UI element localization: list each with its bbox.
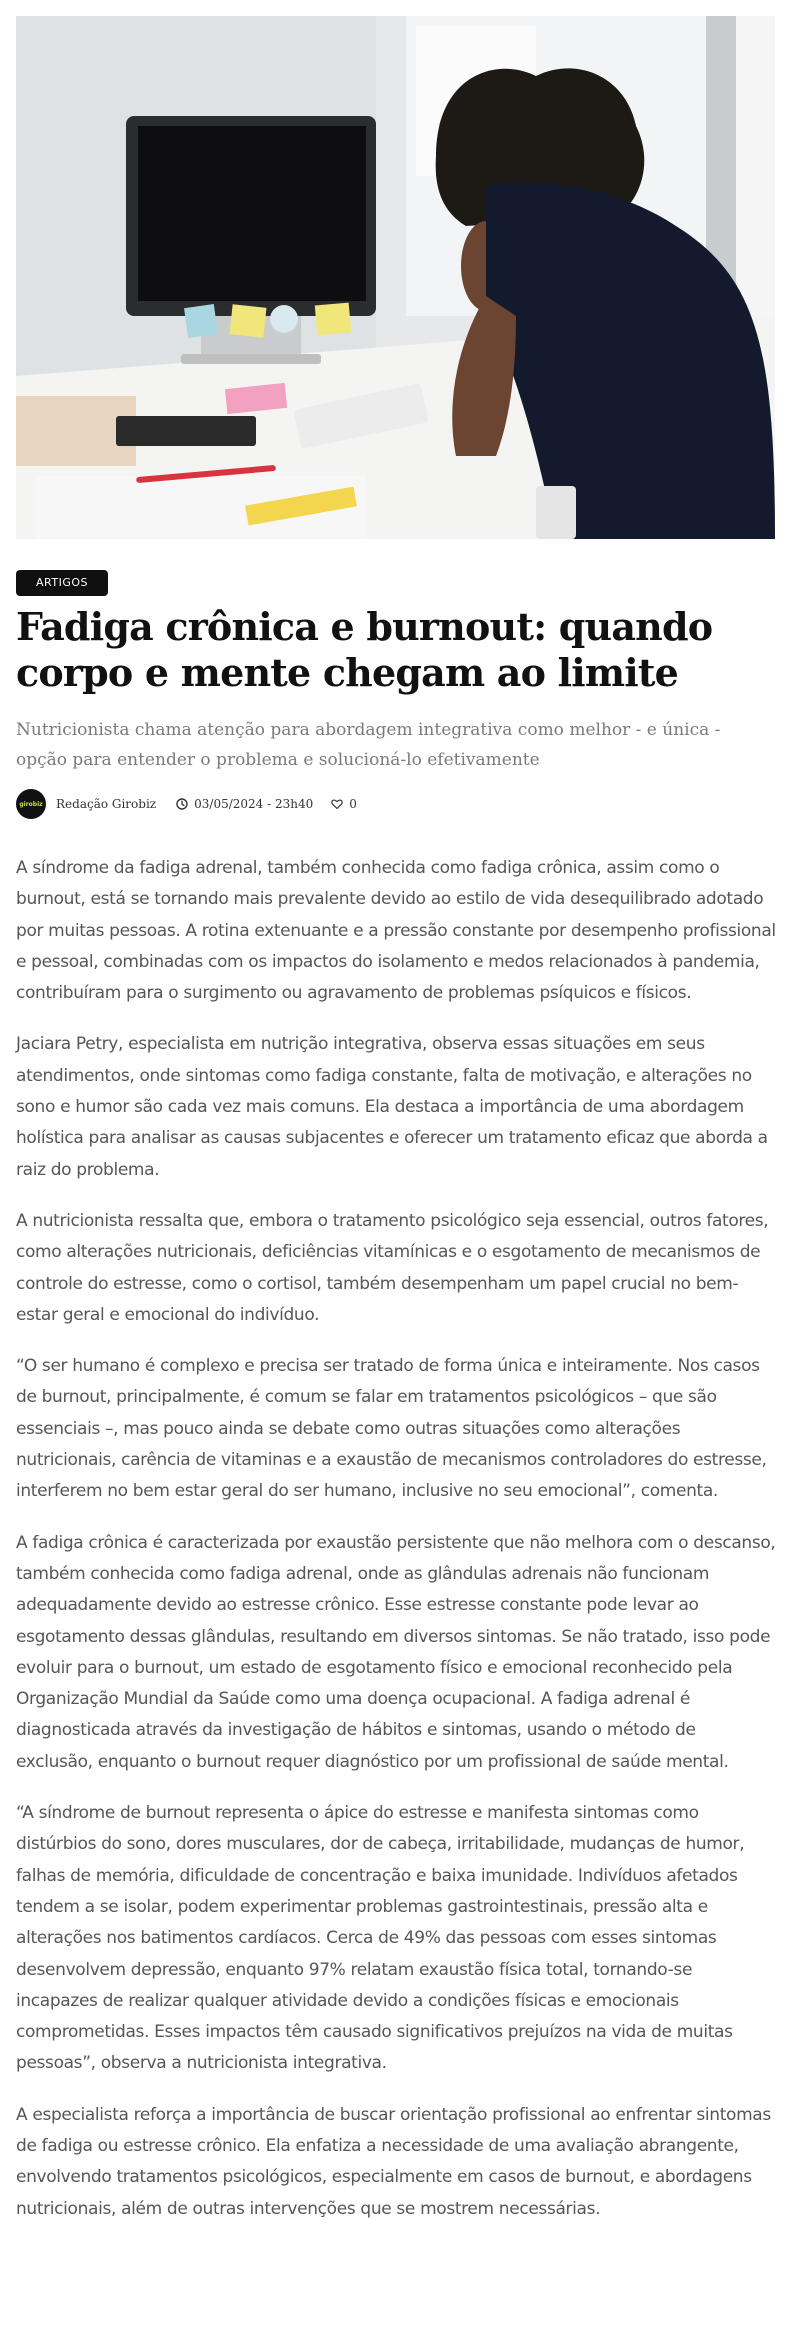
like-count: 0 bbox=[349, 797, 357, 811]
avatar-logo-text: girobiz bbox=[19, 800, 43, 808]
hero-illustration bbox=[16, 16, 775, 539]
article-paragraph: “O ser humano é complexo e precisa ser tratado de forma única e inteiramente. Nos casos de burnout, principalmente, é comum se falar em tratamentos psicológicos – que são essenciais –, mas pouco ainda se debate como outras situações como alterações nutricionais, carência de vitaminas e a exaustão de mecanismos controladores do estresse, interferem no bem estar geral do ser humano, inclusive no seu emocional”, comenta. bbox=[16, 1356, 767, 1502]
article-paragraph: A especialista reforça a importância de buscar orientação profissional ao enfrentar sintomas de fadiga ou estresse crônico. Ela enfatiza a necessidade de uma avaliação abrangente, envolvendo tratamentos psicológicos, especialmente em casos de burnout, e abordagens nutricionais, além de outras intervenções que se mostrem necessárias. bbox=[16, 2104, 771, 2219]
publish-date: 03/05/2024 - 23h40 bbox=[194, 797, 314, 811]
article-meta bbox=[16, 788, 357, 820]
heart-icon[interactable] bbox=[331, 798, 343, 810]
hero-image bbox=[16, 16, 775, 539]
clock-icon bbox=[176, 798, 188, 810]
article-subheadline: Nutricionista chama atenção para abordagem integrativa como melhor - e única - opção para entender o problema e solucioná-lo efetivamente bbox=[16, 720, 721, 770]
category-badge[interactable]: ARTIGOS bbox=[16, 570, 108, 596]
article-headline: Fadiga crônica e burnout: quando corpo e mente chegam ao limite bbox=[16, 604, 713, 695]
article-paragraph: A fadiga crônica é caracterizada por exaustão persistente que não melhora com o descanso, também conhecida como fadiga adrenal, onde as glândulas adrenais não funcionam adequadamente devido ao estresse crônico. Esse estresse constante pode levar ao esgotamento dessas glândulas, resultando em diversos sintomas. Se não tratado, isso pode evoluir para o burnout, um estado de esgotamento físico e emocional reconhecido pela Organização Mundial da Saúde como uma doença ocupacional. A fadiga adrenal é diagnosticada através da investigação de hábitos e sintomas, usando o método de exclusão, enquanto o burnout requer diagnóstico por um profissional de saúde mental. bbox=[16, 1532, 776, 1772]
article-paragraph: “A síndrome de burnout representa o ápice do estresse e manifesta sintomas como distúrbios do sono, dores musculares, dor de cabeça, irritabilidade, mudanças de humor, falhas de memória, dificuldade de concentração e baixa imunidade. Indivíduos afetados tendem a se isolar, podem experimentar problemas gastrointestinais, pressão alta e alterações nos batimentos cardíacos. Cerca de 49% das pessoas com esses sintomas desenvolvem depressão, enquanto 97% relatam exaustão física total, tornando-se incapazes de realizar qualquer atividade devido a condições físicas e emocionais comprometidas. Esses impactos têm causado significativos prejuízos na vida de muitas pessoas”, observa a nutricionista integrativa. bbox=[16, 1803, 745, 2074]
article-body bbox=[16, 853, 776, 2245]
article-paragraph: A síndrome da fadiga adrenal, também conhecida como fadiga crônica, assim como o burnout, está se tornando mais prevalente devido ao estilo de vida desequilibrado adotado por muitas pessoas. A rotina extenuante e a pressão constante por desempenho profissional e pessoal, combinadas com os impactos do isolamento e medos relacionados à pandemia, contribuíram para o surgimento ou agravamento de problemas psíquicos e físicos. bbox=[16, 858, 776, 1004]
author-name[interactable]: Redação Girobiz bbox=[56, 797, 157, 811]
article-paragraph: Jaciara Petry, especialista em nutrição integrativa, observa essas situações em seus atendimentos, onde sintomas como fadiga constante, falta de motivação, e alterações no sono e humor são cada vez mais comuns. Ela destaca a importância de uma abordagem holística para analisar as causas subjacentes e oferecer um tratamento eficaz que aborda a raiz do problema. bbox=[16, 1034, 768, 1180]
article-paragraph: A nutricionista ressalta que, embora o tratamento psicológico seja essencial, outros fatores, como alterações nutricionais, deficiências vitamínicas e o esgotamento de mecanismos de controle do estresse, como o cortisol, também desempenham um papel crucial no bem-estar geral e emocional do indivíduo. bbox=[16, 1210, 769, 1325]
author-avatar[interactable] bbox=[16, 789, 46, 819]
